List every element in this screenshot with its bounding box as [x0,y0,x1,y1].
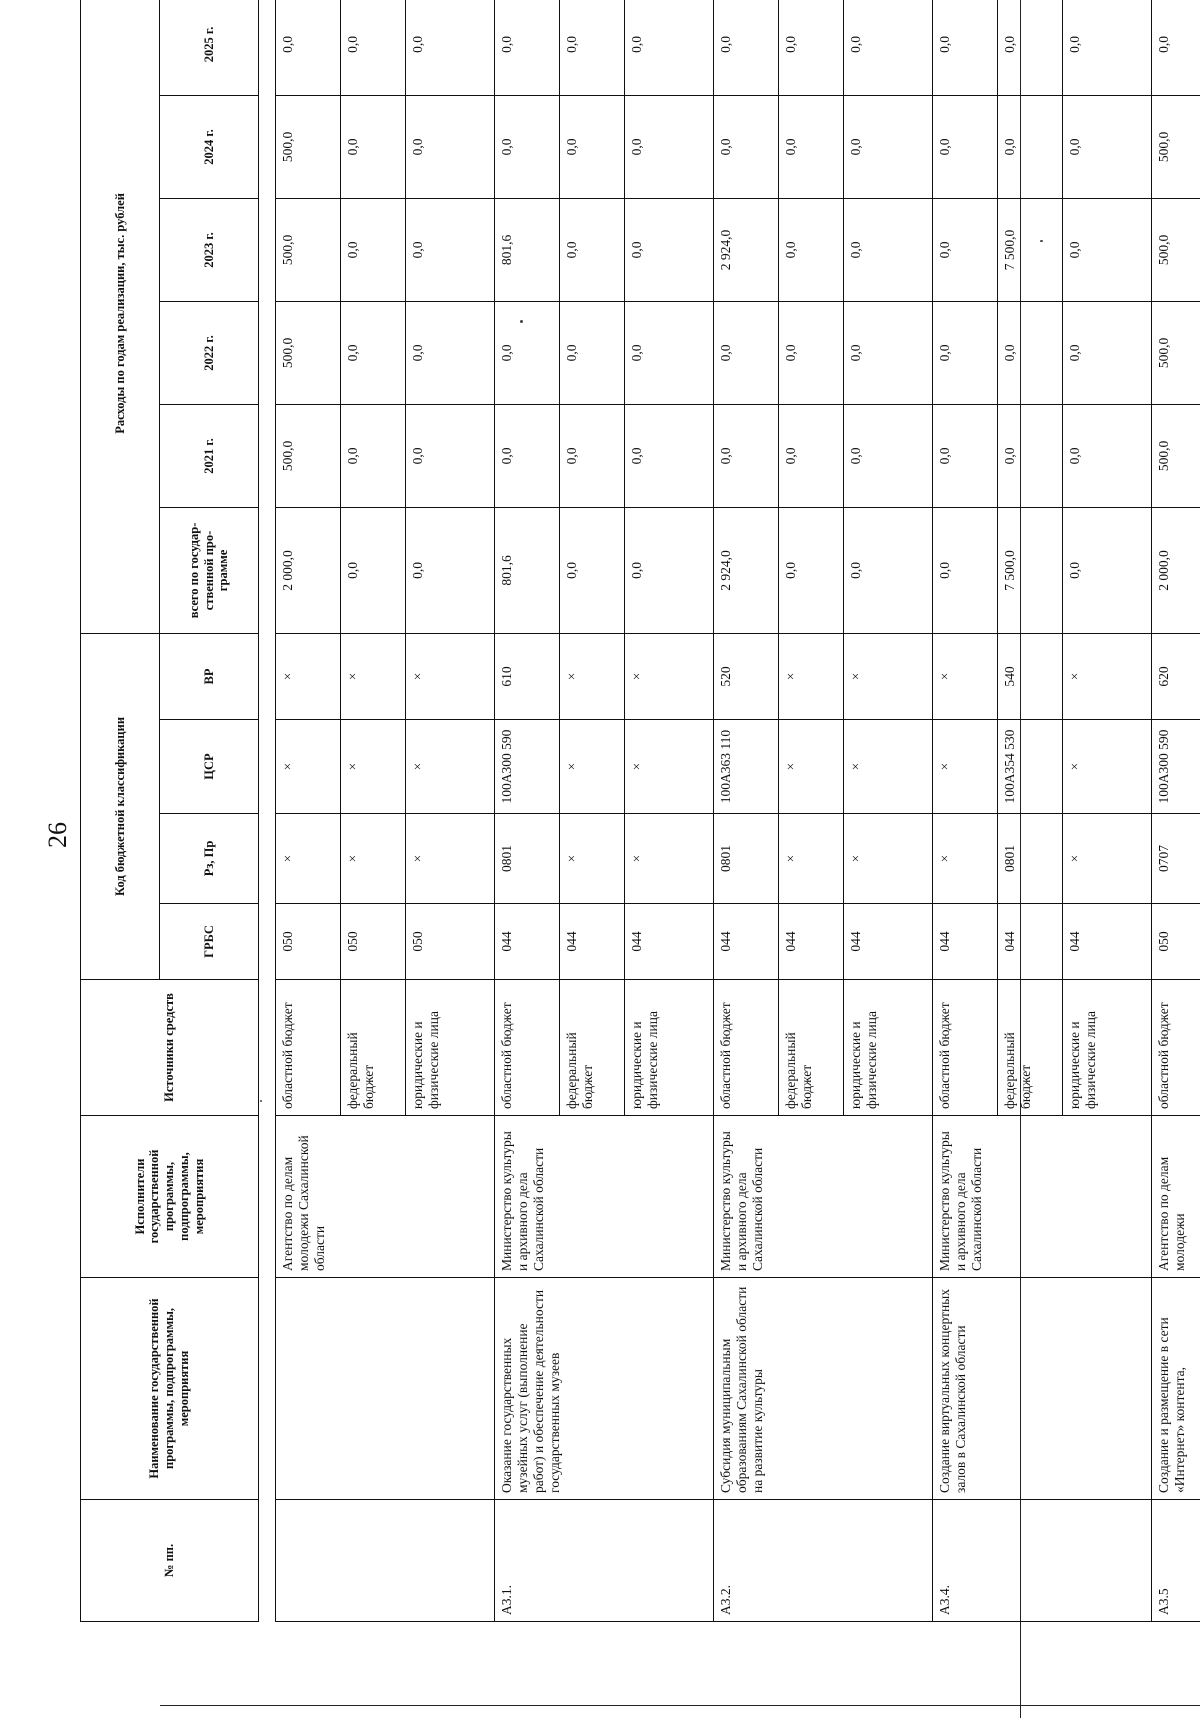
header-2024: 2024 г. [160,95,259,198]
cell-name [276,1278,495,1500]
cell-rzpr: 0707 [1152,814,1200,904]
cell-name: Создание виртуальных концертных залов в Сахалинской области [933,1278,1152,1500]
cell-y2024: 0,0 [714,95,779,198]
cell-vr: 520 [714,633,779,719]
scan-border-bottom [160,1705,1200,1706]
table-row [276,0,341,1622]
cell-grbs: 044 [495,904,560,980]
cell-num: А3.4. [933,1500,1152,1622]
cell-y2022: 0,0 [998,301,1063,404]
cell-grbs: 050 [341,904,406,980]
cell-grbs: 050 [406,904,495,980]
cell-source: юридические и физические лица [625,980,714,1116]
cell-executor: Министерство культуры и архивного дела Сахалинской области [933,1116,1152,1278]
cell-y2023: 0,0 [625,198,714,301]
cell-y2021: 0,0 [998,404,1063,507]
cell-vr: × [779,633,844,719]
rotated-table-wrapper [80,26,1200,1622]
cell-source: областной бюджет [495,980,560,1116]
cell-y2025: 0,0 [341,0,406,95]
cell-rzpr: × [779,814,844,904]
cell-y2024: 0,0 [998,95,1063,198]
cell-vr: × [406,633,495,719]
cell-executor: Министерство культуры и архивного дела Сахалинской области [495,1116,714,1278]
cell-csr: × [560,720,625,814]
cell-y2024: 0,0 [844,95,933,198]
cell-y2024: 0,0 [1063,95,1152,198]
cell-y2021: 0,0 [560,404,625,507]
cell-y2021: 500,0 [1152,404,1200,507]
cell-y2022: 0,0 [1063,301,1152,404]
cell-y2023: 0,0 [779,198,844,301]
cell-y2024: 0,0 [933,95,998,198]
header-name: Наименование государственной программы, подпрограммы, мероприятия [81,1278,259,1500]
cell-y2022: 0,0 [844,301,933,404]
cell-y2025: 0,0 [560,0,625,95]
cell-total: 0,0 [1063,507,1152,633]
cell-total: 0,0 [933,507,998,633]
cell-source: федеральный бюджет [998,980,1063,1116]
cell-source: областной бюджет [276,980,341,1116]
cell-rzpr: × [276,814,341,904]
table-row [714,0,779,1622]
cell-y2022: 0,0 [714,301,779,404]
cell-source: областной бюджет [933,980,998,1116]
cell-total: 7 500,0 [998,507,1063,633]
cell-grbs: 044 [998,904,1063,980]
cell-csr: 100А300 590 [495,720,560,814]
cell-csr: × [1063,720,1152,814]
cell-y2025: 0,0 [933,0,998,95]
header-2021: 2021 г. [160,404,259,507]
cell-rzpr: × [406,814,495,904]
cell-y2025: 0,0 [625,0,714,95]
cell-y2024: 0,0 [495,95,560,198]
page-number: 26 [43,822,72,848]
cell-y2022: 500,0 [1152,301,1200,404]
cell-grbs: 044 [1063,904,1152,980]
cell-y2022: 0,0 [406,301,495,404]
cell-y2021: 0,0 [406,404,495,507]
cell-y2025: 0,0 [844,0,933,95]
cell-y2025: 0,0 [998,0,1063,95]
cell-y2021: 0,0 [933,404,998,507]
cell-rzpr: × [1063,814,1152,904]
cell-source: федеральный бюджет [341,980,406,1116]
cell-vr: × [341,633,406,719]
cell-y2022: 0,0 [341,301,406,404]
cell-grbs: 044 [560,904,625,980]
header-vr: ВР [160,633,259,719]
cell-y2024: 0,0 [341,95,406,198]
cell-y2021: 0,0 [844,404,933,507]
header-csr: ЦСР [160,720,259,814]
cell-name: Субсидия муниципальным образованиям Сахалинской области на развитие культуры [714,1278,933,1500]
cell-total: 2 000,0 [1152,507,1200,633]
cell-rzpr: × [844,814,933,904]
header-grbs: ГРБС [160,904,259,980]
cell-y2021: 0,0 [714,404,779,507]
cell-source: федеральный бюджет [779,980,844,1116]
cell-source: областной бюджет [714,980,779,1116]
cell-y2023: 0,0 [933,198,998,301]
cell-name: Оказание государственных музейных услуг (выполнение работ) и обеспечение деятельности государственных музеев [495,1278,714,1500]
cell-executor: Агентство по делам молодежи Сахалинской области [276,1116,495,1278]
cell-vr: × [560,633,625,719]
budget-table [80,0,1200,1622]
header-expenses: Расходы по годам реализации, тыс. рублей [81,0,160,633]
cell-y2025: 0,0 [406,0,495,95]
cell-y2024: 0,0 [406,95,495,198]
cell-total: 0,0 [560,507,625,633]
cell-y2022: 500,0 [276,301,341,404]
cell-y2022: 0,0 [779,301,844,404]
cell-num: А3.5 [1152,1500,1200,1622]
cell-y2022: 0,0 [933,301,998,404]
cell-total: 2 000,0 [276,507,341,633]
cell-y2021: 0,0 [495,404,560,507]
cell-grbs: 050 [1152,904,1200,980]
cell-y2025: 0,0 [714,0,779,95]
cell-vr: × [933,633,998,719]
table-body [276,0,1200,1622]
cell-source: федеральный бюджет [560,980,625,1116]
cell-y2024: 0,0 [779,95,844,198]
cell-total: 2 924,0 [714,507,779,633]
cell-y2025: 0,0 [276,0,341,95]
gap-cell [259,0,276,1622]
cell-total: 0,0 [844,507,933,633]
cell-y2021: 0,0 [625,404,714,507]
header-2025: 2025 г. [160,0,259,95]
cell-grbs: 044 [933,904,998,980]
cell-vr: × [276,633,341,719]
cell-rzpr: × [341,814,406,904]
header-source: Источники средств [81,980,259,1116]
table-row [495,0,560,1622]
cell-vr: × [625,633,714,719]
header-total: всего по государ-ственной про-грамме [160,507,259,633]
cell-y2025: 0,0 [495,0,560,95]
cell-rzpr: × [625,814,714,904]
cell-grbs: 044 [844,904,933,980]
cell-csr: 100А363 110 [714,720,779,814]
cell-total: 801,6 [495,507,560,633]
cell-csr: 100А354 530 [998,720,1063,814]
cell-csr: 100А300 590 [1152,720,1200,814]
cell-rzpr: 0801 [998,814,1063,904]
cell-csr: × [276,720,341,814]
header-rzpr: Рз, Пр [160,814,259,904]
cell-y2025: 0,0 [779,0,844,95]
cell-total: 0,0 [779,507,844,633]
header-executor: Исполнители государственной программы, подпрограммы, мероприятия [81,1116,259,1278]
cell-vr: × [844,633,933,719]
cell-total: 0,0 [625,507,714,633]
cell-grbs: 044 [625,904,714,980]
cell-y2021: 0,0 [779,404,844,507]
cell-rzpr: 0801 [495,814,560,904]
cell-total: 0,0 [406,507,495,633]
cell-rzpr: 0801 [714,814,779,904]
cell-vr: 540 [998,633,1063,719]
cell-y2023: 0,0 [406,198,495,301]
cell-y2025: 0,0 [1152,0,1200,95]
cell-csr: × [406,720,495,814]
table-row [1152,0,1200,1622]
cell-y2024: 500,0 [1152,95,1200,198]
cell-executor: Министерство культуры и архивного дела Сахалинской области [714,1116,933,1278]
cell-csr: × [779,720,844,814]
cell-grbs: 044 [779,904,844,980]
cell-source: юридические и физические лица [1063,980,1152,1116]
cell-grbs: 050 [276,904,341,980]
cell-y2022: 0,0 [560,301,625,404]
header-num: № пп. [81,1500,259,1622]
cell-y2023: 500,0 [276,198,341,301]
cell-y2024: 0,0 [625,95,714,198]
cell-csr: × [844,720,933,814]
cell-y2022: 0,0 [625,301,714,404]
table-row [933,0,998,1622]
cell-name: Создание и размещение в сети «Интернет» контента, [1152,1278,1200,1500]
header-2023: 2023 г. [160,198,259,301]
cell-csr: × [341,720,406,814]
cell-num: А3.1. [495,1500,714,1622]
cell-y2021: 0,0 [341,404,406,507]
cell-rzpr: × [933,814,998,904]
cell-csr: × [625,720,714,814]
cell-y2023: 801,6 [495,198,560,301]
cell-rzpr: × [560,814,625,904]
cell-csr: × [933,720,998,814]
cell-total: 0,0 [341,507,406,633]
cell-y2021: 500,0 [276,404,341,507]
cell-num [276,1500,495,1622]
cell-source: юридические и физические лица [406,980,495,1116]
cell-vr: 610 [495,633,560,719]
cell-source: областной бюджет [1152,980,1200,1116]
cell-y2023: 7 500,0 [998,198,1063,301]
cell-vr: 620 [1152,633,1200,719]
cell-y2025: 0,0 [1063,0,1152,95]
cell-y2023: 0,0 [1063,198,1152,301]
cell-y2022: 0,0 [495,301,560,404]
cell-source: юридические и физические лица [844,980,933,1116]
cell-y2021: 0,0 [1063,404,1152,507]
cell-y2023: 500,0 [1152,198,1200,301]
cell-y2023: 2 924,0 [714,198,779,301]
cell-y2024: 0,0 [560,95,625,198]
header-2022: 2022 г. [160,301,259,404]
cell-executor: Агентство по делам молодежи [1152,1116,1200,1278]
cell-y2023: 0,0 [560,198,625,301]
cell-vr: × [1063,633,1152,719]
cell-y2023: 0,0 [844,198,933,301]
header-gap [259,0,276,1622]
cell-y2023: 0,0 [341,198,406,301]
cell-y2024: 500,0 [276,95,341,198]
header-budget-code: Код бюджетной классификации [81,633,160,979]
cell-grbs: 044 [714,904,779,980]
cell-num: А3.2. [714,1500,933,1622]
